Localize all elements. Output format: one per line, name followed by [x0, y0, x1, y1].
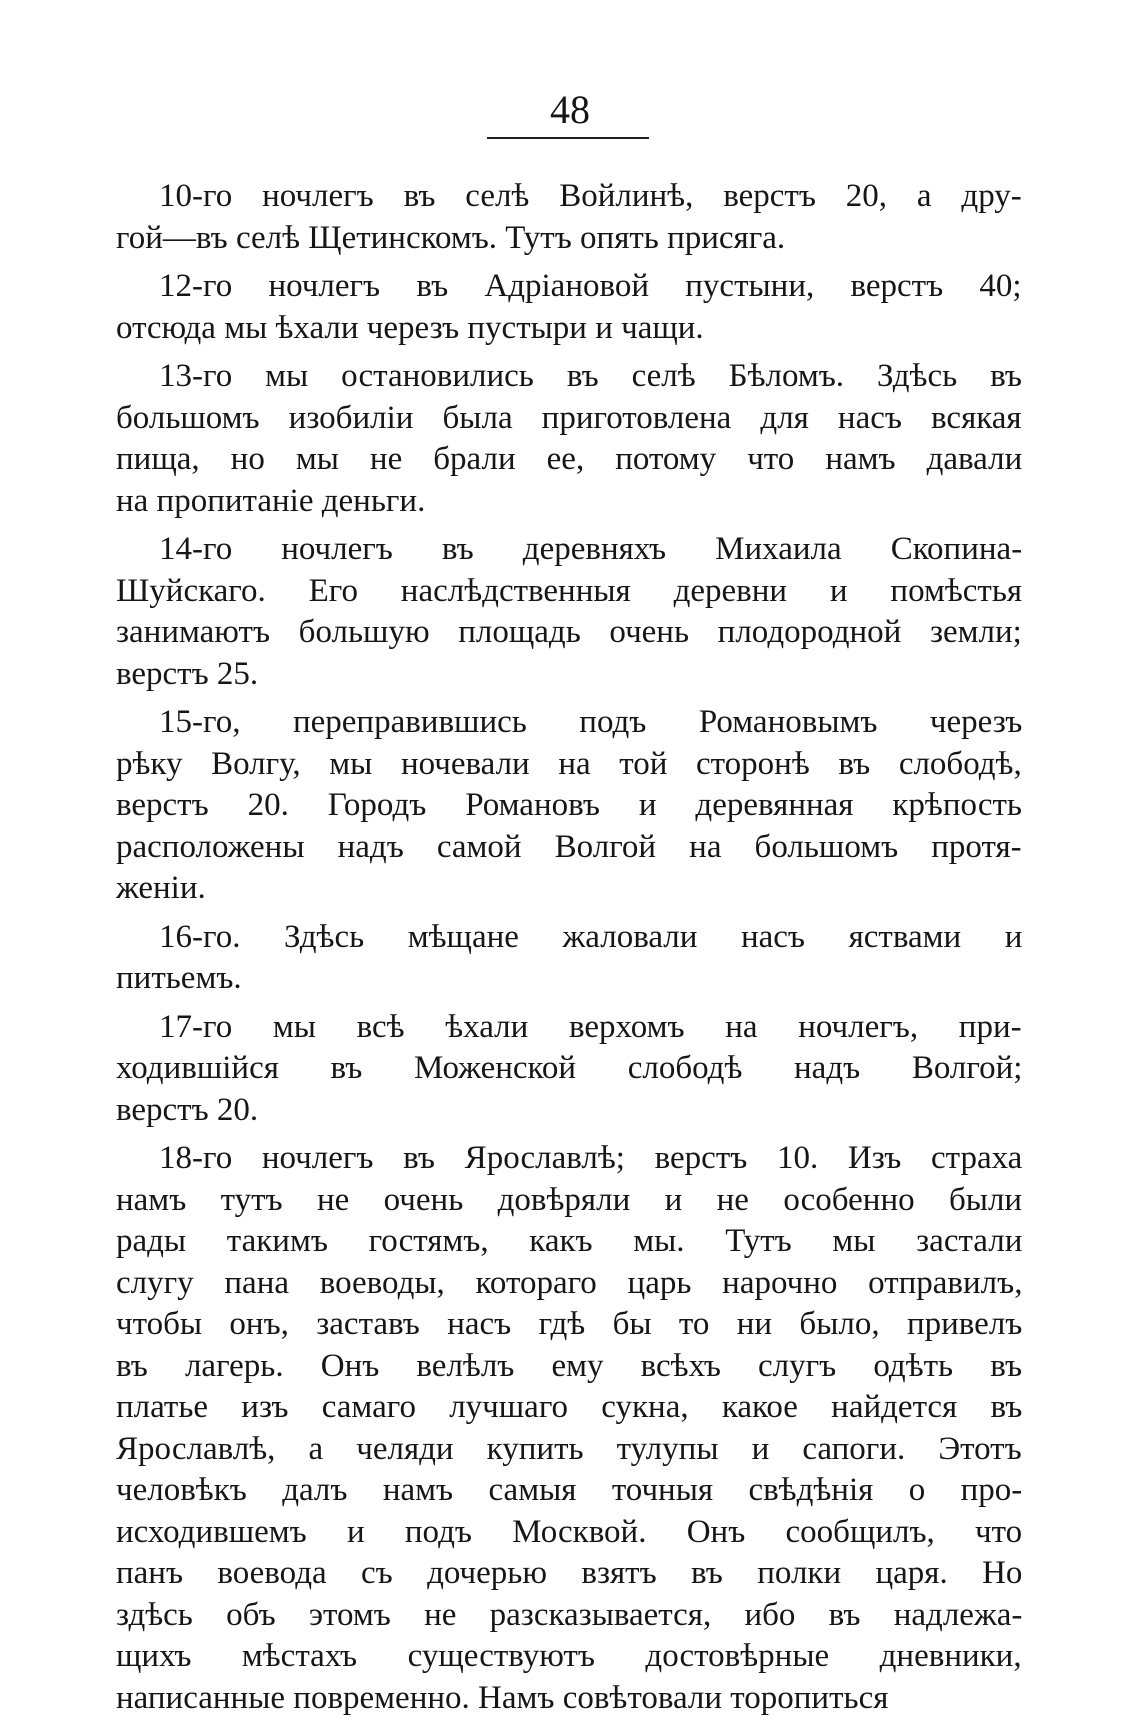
paragraph-first-line: 16-го. Здѣсь мѣщане жаловали насъ яствами и	[159, 918, 1023, 955]
text-line: занимаютъ большую площадь очень плодородной земли;	[116, 614, 1022, 650]
text-line: Шуйскаго. Его наслѣдственныя деревни и помѣстья	[116, 572, 1023, 609]
text-line: ходившійся въ Моженской слободѣ надъ Волгой;	[116, 1050, 1023, 1086]
text-line: здѣсь объ этомъ не разсказывается, ибо въ надлежа-	[116, 1596, 1023, 1633]
text-line: большомъ изобиліи была приготовлена для насъ всякая	[116, 399, 1022, 436]
page-number-rule	[487, 137, 649, 139]
text-line: исходившемъ и подъ Москвой. Онъ сообщилъ, что	[116, 1513, 1023, 1550]
text-line: панъ воевода съ дочерью взятъ въ полки царя. Но	[116, 1555, 1023, 1591]
text-line: отсюда мы ѣхали черезъ пустыри и чащи.	[116, 309, 704, 346]
text-line: расположены надъ самой Волгой на большомъ протя-	[116, 828, 1022, 865]
paragraph-first-line: 15-го, переправившись подъ Романовымъ черезъ	[159, 704, 1023, 740]
text-line: человѣкъ далъ намъ самыя точныя свѣдѣнія о про-	[116, 1472, 1023, 1508]
paragraph-first-line: 12-го ночлегъ въ Адріановой пустыни, верстъ 40;	[159, 268, 1022, 304]
text-line: верстъ 20.	[116, 1091, 259, 1128]
text-line: въ лагерь. Онъ велѣлъ ему всѣхъ слугъ одѣть въ	[116, 1347, 1023, 1384]
text-line: написанные повременно. Намъ совѣтовали торопиться	[116, 1679, 889, 1716]
text-line: слугу пана воеводы, котораго царь нарочно отправилъ,	[116, 1264, 1023, 1301]
text-line: питьемъ.	[116, 960, 242, 996]
paragraph-first-line: 13-го мы остановились въ селѣ Бѣломъ. Здѣсь въ	[159, 358, 1022, 394]
text-line: щихъ мѣстахъ существуютъ достовѣрные дневники,	[116, 1638, 1022, 1674]
paragraph-first-line: 14-го ночлегъ въ деревняхъ Михаила Скопина-	[159, 531, 1023, 567]
paragraph-first-line: 10-го ночлегъ въ селѣ Войлинѣ, верстъ 20, а дру-	[159, 178, 1022, 214]
page-text-body	[116, 176, 1022, 1719]
text-line: платье изъ самаго лучшаго сукна, какое найдется въ	[116, 1389, 1023, 1425]
text-line: верстъ 20. Городъ Романовъ и деревянная крѣпость	[116, 787, 1022, 823]
text-line: женіи.	[116, 870, 206, 906]
text-line: пища, но мы не брали ее, потому что намъ давали	[116, 441, 1023, 477]
text-line: чтобы онъ, заставъ насъ гдѣ бы то ни было, привелъ	[116, 1306, 1023, 1342]
paragraph-first-line: 17-го мы всѣ ѣхали верхомъ на ночлегъ, при-	[159, 1008, 1022, 1045]
text-line: гой—въ селѣ Щетинскомъ. Тутъ опять присяга.	[116, 219, 786, 256]
text-line: рѣку Волгу, мы ночевали на той сторонѣ въ слободѣ,	[116, 745, 1022, 782]
page-number: 48	[550, 87, 590, 132]
text-line: на пропитаніе деньги.	[116, 482, 426, 519]
text-line: намъ тутъ не очень довѣряли и не особенно были	[116, 1181, 1023, 1218]
text-line: рады такимъ гостямъ, какъ мы. Тутъ мы застали	[116, 1223, 1023, 1259]
paragraph-first-line: 18-го ночлегъ въ Ярославлѣ; верстъ 10. Изъ страха	[159, 1140, 1023, 1176]
text-line: верстъ 25.	[116, 655, 259, 692]
text-line: Ярославлѣ, а челяди купить тулупы и сапоги. Этотъ	[116, 1430, 1022, 1467]
